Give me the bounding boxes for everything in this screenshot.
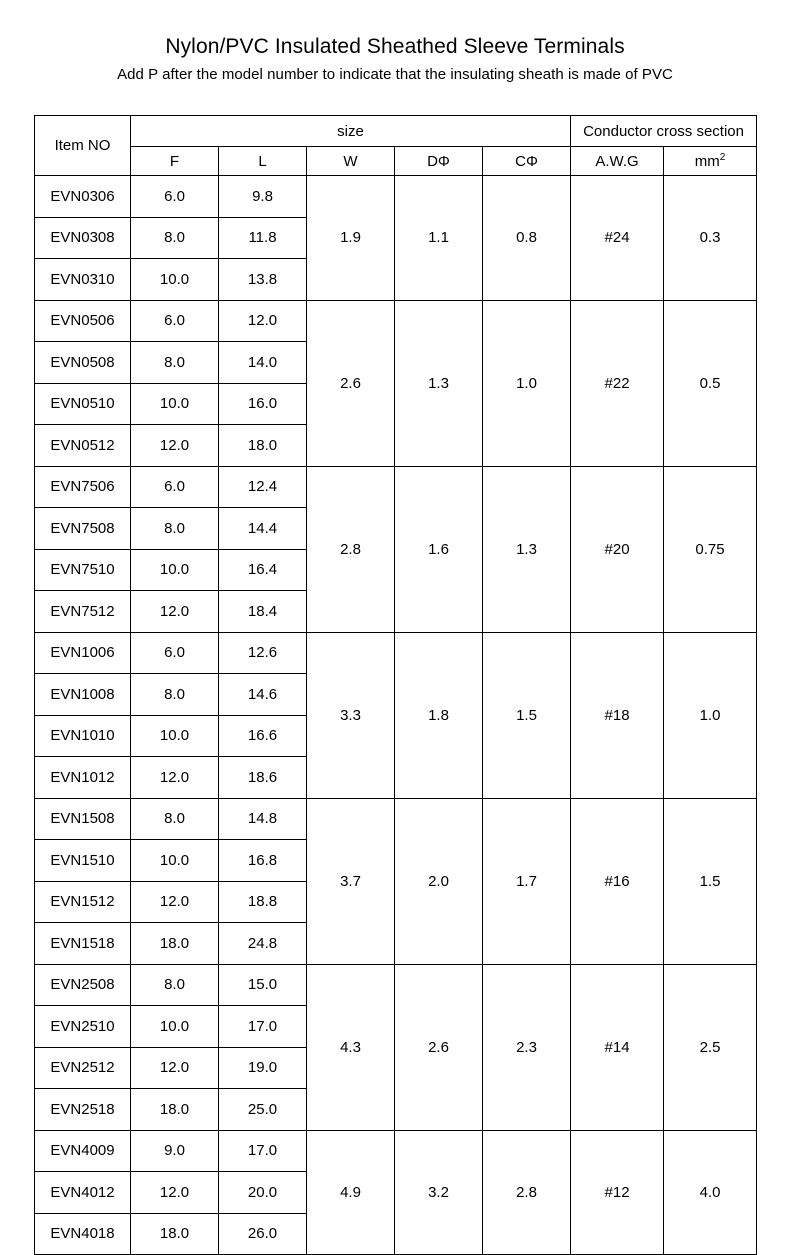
cell-l: 20.0 <box>219 1172 307 1214</box>
header-c-phi: CΦ <box>483 147 571 176</box>
cell-mm2: 1.5 <box>664 798 757 964</box>
cell-mm2: 1.0 <box>664 632 757 798</box>
cell-d-phi: 2.0 <box>395 798 483 964</box>
cell-f: 18.0 <box>131 923 219 965</box>
cell-item-no: EVN0310 <box>35 259 131 301</box>
cell-l: 15.0 <box>219 964 307 1006</box>
cell-mm2: 0.75 <box>664 466 757 632</box>
cell-f: 12.0 <box>131 425 219 467</box>
cell-w: 3.7 <box>307 798 395 964</box>
cell-f: 6.0 <box>131 300 219 342</box>
cell-mm2: 0.5 <box>664 300 757 466</box>
cell-item-no: EVN2512 <box>35 1047 131 1089</box>
cell-l: 25.0 <box>219 1089 307 1131</box>
header-mm2-prefix: mm <box>694 153 720 170</box>
cell-c-phi: 1.0 <box>483 300 571 466</box>
cell-w: 4.9 <box>307 1130 395 1255</box>
cell-f: 10.0 <box>131 259 219 301</box>
cell-f: 8.0 <box>131 217 219 259</box>
cell-f: 10.0 <box>131 549 219 591</box>
cell-l: 16.0 <box>219 383 307 425</box>
cell-item-no: EVN1010 <box>35 715 131 757</box>
cell-w: 4.3 <box>307 964 395 1130</box>
cell-f: 6.0 <box>131 176 219 218</box>
header-f: F <box>131 147 219 176</box>
cell-l: 14.4 <box>219 508 307 550</box>
cell-l: 12.4 <box>219 466 307 508</box>
cell-f: 10.0 <box>131 840 219 882</box>
cell-w: 2.6 <box>307 300 395 466</box>
header-d-phi: DΦ <box>395 147 483 176</box>
cell-l: 11.8 <box>219 217 307 259</box>
cell-item-no: EVN4009 <box>35 1130 131 1172</box>
cell-item-no: EVN7506 <box>35 466 131 508</box>
cell-item-no: EVN1012 <box>35 757 131 799</box>
cell-item-no: EVN0308 <box>35 217 131 259</box>
header-mm2 <box>664 147 757 176</box>
spec-table-container <box>34 83 756 1255</box>
cell-item-no: EVN1512 <box>35 881 131 923</box>
cell-item-no: EVN2518 <box>35 1089 131 1131</box>
cell-f: 12.0 <box>131 591 219 633</box>
header-w: W <box>307 147 395 176</box>
cell-f: 12.0 <box>131 757 219 799</box>
cell-item-no: EVN1508 <box>35 798 131 840</box>
cell-l: 17.0 <box>219 1006 307 1048</box>
cell-awg: #18 <box>571 632 664 798</box>
cell-item-no: EVN2508 <box>35 964 131 1006</box>
cell-l: 16.4 <box>219 549 307 591</box>
header-mm2-exponent: 2 <box>719 152 726 163</box>
cell-awg: #22 <box>571 300 664 466</box>
cell-item-no: EVN0508 <box>35 342 131 384</box>
cell-item-no: EVN1518 <box>35 923 131 965</box>
cell-d-phi: 2.6 <box>395 964 483 1130</box>
header-item-no: Item NO <box>35 116 131 176</box>
table-head <box>35 116 757 176</box>
cell-d-phi: 1.3 <box>395 300 483 466</box>
cell-item-no: EVN1510 <box>35 840 131 882</box>
cell-item-no: EVN2510 <box>35 1006 131 1048</box>
cell-l: 17.0 <box>219 1130 307 1172</box>
page-subtitle: Add P after the model number to indicate that the insulating sheath is made of PVC <box>117 66 673 83</box>
cell-awg: #12 <box>571 1130 664 1255</box>
cell-l: 9.8 <box>219 176 307 218</box>
cell-f: 10.0 <box>131 715 219 757</box>
cell-item-no: EVN7512 <box>35 591 131 633</box>
header-size-group: size <box>131 116 571 147</box>
cell-f: 8.0 <box>131 674 219 716</box>
cell-f: 10.0 <box>131 383 219 425</box>
cell-item-no: EVN0510 <box>35 383 131 425</box>
cell-mm2: 2.5 <box>664 964 757 1130</box>
table-row <box>35 964 757 1006</box>
cell-l: 24.8 <box>219 923 307 965</box>
cell-d-phi: 1.6 <box>395 466 483 632</box>
cell-item-no: EVN4018 <box>35 1213 131 1255</box>
table-row <box>35 1130 757 1172</box>
header-awg: A.W.G <box>571 147 664 176</box>
cell-f: 8.0 <box>131 798 219 840</box>
cell-awg: #14 <box>571 964 664 1130</box>
cell-item-no: EVN4012 <box>35 1172 131 1214</box>
cell-f: 6.0 <box>131 466 219 508</box>
cell-item-no: EVN0306 <box>35 176 131 218</box>
cell-l: 12.6 <box>219 632 307 674</box>
cell-item-no: EVN0512 <box>35 425 131 467</box>
cell-l: 18.8 <box>219 881 307 923</box>
header-conductor-group: Conductor cross section <box>571 116 757 147</box>
cell-mm2: 4.0 <box>664 1130 757 1255</box>
cell-f: 12.0 <box>131 1047 219 1089</box>
cell-d-phi: 3.2 <box>395 1130 483 1255</box>
table-row <box>35 798 757 840</box>
cell-f: 18.0 <box>131 1213 219 1255</box>
cell-l: 16.8 <box>219 840 307 882</box>
cell-w: 1.9 <box>307 176 395 301</box>
cell-item-no: EVN1006 <box>35 632 131 674</box>
table-row <box>35 466 757 508</box>
cell-f: 12.0 <box>131 1172 219 1214</box>
cell-item-no: EVN7508 <box>35 508 131 550</box>
table-body <box>35 176 757 1255</box>
page-title: Nylon/PVC Insulated Sheathed Sleeve Terminals <box>165 35 625 58</box>
cell-item-no: EVN0506 <box>35 300 131 342</box>
cell-f: 8.0 <box>131 964 219 1006</box>
header-row-top <box>35 116 757 147</box>
cell-c-phi: 1.7 <box>483 798 571 964</box>
cell-w: 3.3 <box>307 632 395 798</box>
cell-awg: #16 <box>571 798 664 964</box>
cell-l: 19.0 <box>219 1047 307 1089</box>
cell-l: 14.6 <box>219 674 307 716</box>
cell-l: 16.6 <box>219 715 307 757</box>
cell-l: 13.8 <box>219 259 307 301</box>
header-l: L <box>219 147 307 176</box>
cell-l: 18.6 <box>219 757 307 799</box>
cell-l: 26.0 <box>219 1213 307 1255</box>
cell-item-no: EVN7510 <box>35 549 131 591</box>
cell-c-phi: 0.8 <box>483 176 571 301</box>
cell-f: 9.0 <box>131 1130 219 1172</box>
cell-l: 18.0 <box>219 425 307 467</box>
specification-table <box>34 115 757 1255</box>
cell-d-phi: 1.1 <box>395 176 483 301</box>
cell-l: 18.4 <box>219 591 307 633</box>
cell-f: 8.0 <box>131 342 219 384</box>
table-row <box>35 632 757 674</box>
cell-awg: #20 <box>571 466 664 632</box>
cell-c-phi: 2.3 <box>483 964 571 1130</box>
cell-c-phi: 1.3 <box>483 466 571 632</box>
cell-mm2: 0.3 <box>664 176 757 301</box>
cell-c-phi: 1.5 <box>483 632 571 798</box>
table-row <box>35 300 757 342</box>
cell-f: 8.0 <box>131 508 219 550</box>
cell-f: 18.0 <box>131 1089 219 1131</box>
cell-f: 6.0 <box>131 632 219 674</box>
cell-l: 14.8 <box>219 798 307 840</box>
cell-w: 2.8 <box>307 466 395 632</box>
cell-c-phi: 2.8 <box>483 1130 571 1255</box>
table-row <box>35 176 757 218</box>
cell-l: 12.0 <box>219 300 307 342</box>
cell-l: 14.0 <box>219 342 307 384</box>
cell-item-no: EVN1008 <box>35 674 131 716</box>
cell-f: 12.0 <box>131 881 219 923</box>
cell-awg: #24 <box>571 176 664 301</box>
header-row-sub <box>35 147 757 176</box>
cell-d-phi: 1.8 <box>395 632 483 798</box>
cell-f: 10.0 <box>131 1006 219 1048</box>
